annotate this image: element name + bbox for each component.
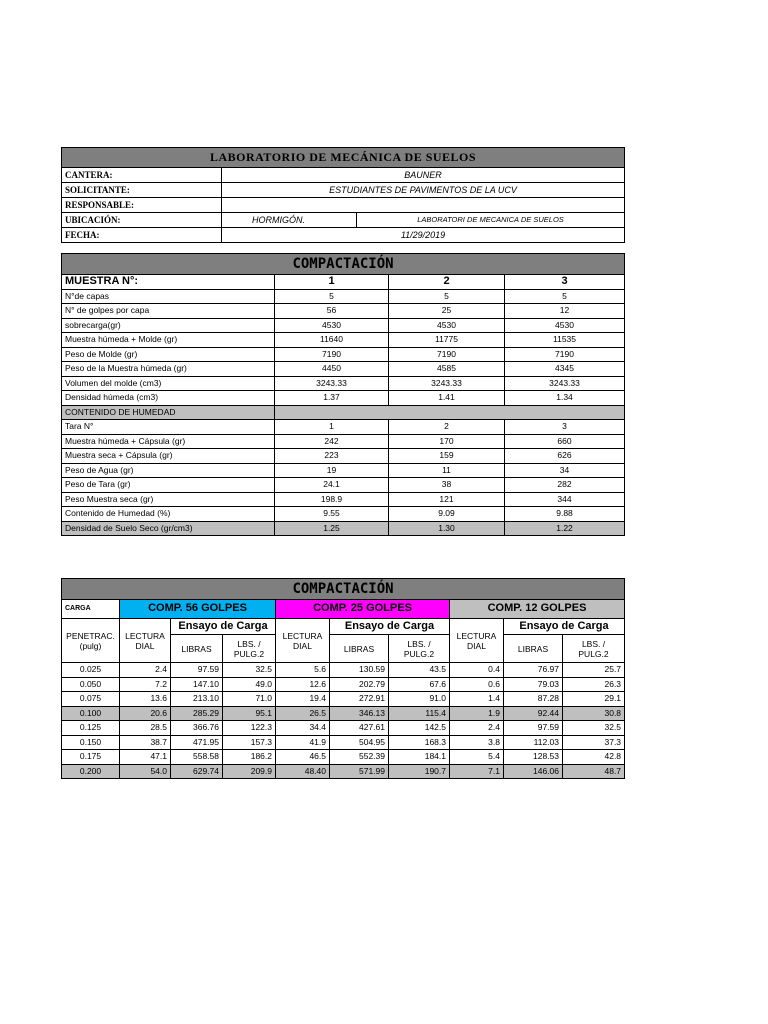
load-value-cell: 0.6 [450, 677, 504, 692]
sample-1: 1 [275, 275, 389, 290]
row-value: 11640 [275, 333, 389, 348]
row-label: Tara N° [62, 420, 275, 435]
load-value-cell: 427.61 [330, 721, 389, 736]
penetration-cell: 0.200 [62, 764, 120, 779]
row-value: 11535 [505, 333, 625, 348]
row-value: 1 [275, 420, 389, 435]
table-row [62, 449, 625, 464]
compaction-title: COMPACTACIÓN [62, 254, 625, 275]
table-row [62, 706, 625, 721]
table-row [62, 333, 625, 348]
load-value-cell: 130.59 [330, 663, 389, 678]
dry-density-2: 1.30 [389, 521, 505, 536]
load-value-cell: 79.03 [504, 677, 563, 692]
load-value-cell: 346.13 [330, 706, 389, 721]
lectura-header-2: LECTURA DIAL [276, 619, 330, 663]
load-value-cell: 168.3 [389, 735, 450, 750]
row-value: 4530 [389, 318, 505, 333]
load-value-cell: 285.29 [171, 706, 223, 721]
row-value: 2 [389, 420, 505, 435]
row-label: Muestra seca + Cápsula (gr) [62, 449, 275, 464]
row-value: 34 [505, 463, 625, 478]
table-row [62, 507, 625, 522]
load-value-cell: 48.7 [563, 764, 625, 779]
load-value-cell: 46.5 [276, 750, 330, 765]
load-value-cell: 7.1 [450, 764, 504, 779]
row-value: 25 [389, 304, 505, 319]
row-value: 12 [505, 304, 625, 319]
table-row [62, 362, 625, 377]
row-label: Peso de la Muestra húmeda (gr) [62, 362, 275, 377]
load-value-cell: 38.7 [120, 735, 171, 750]
table-row [62, 663, 625, 678]
fecha-label: FECHA: [62, 228, 222, 243]
table-row [62, 347, 625, 362]
load-value-cell: 92.44 [504, 706, 563, 721]
load-value-cell: 7.2 [120, 677, 171, 692]
group-25-header: COMP. 25 GOLPES [276, 600, 450, 619]
libras-header-3: LIBRAS [504, 635, 563, 663]
load-value-cell: 19.4 [276, 692, 330, 707]
row-value: 170 [389, 434, 505, 449]
load-value-cell: 49.0 [223, 677, 276, 692]
row-value: 282 [505, 478, 625, 493]
row-value: 4530 [275, 318, 389, 333]
dry-density-label: Densidad de Suelo Seco (gr/cm3) [62, 521, 275, 536]
load-value-cell: 30.8 [563, 706, 625, 721]
load-value-cell: 571.99 [330, 764, 389, 779]
load-value-cell: 5.6 [276, 663, 330, 678]
load-value-cell: 272.91 [330, 692, 389, 707]
table-row [62, 721, 625, 736]
row-value: 4585 [389, 362, 505, 377]
responsable-label: RESPONSABLE: [62, 198, 222, 213]
table-row [62, 463, 625, 478]
penetration-cell: 0.025 [62, 663, 120, 678]
load-value-cell: 128.53 [504, 750, 563, 765]
group-12-header: COMP. 12 GOLPES [450, 600, 625, 619]
table-row [62, 677, 625, 692]
row-label: Volumen del molde (cm3) [62, 376, 275, 391]
lectura-header-3: LECTURA DIAL [450, 619, 504, 663]
load-value-cell: 76.97 [504, 663, 563, 678]
ubicacion-label: UBICACIÓN: [62, 213, 222, 228]
load-value-cell: 3.8 [450, 735, 504, 750]
row-label: Peso Muestra seca (gr) [62, 492, 275, 507]
row-value: 5 [275, 289, 389, 304]
row-value: 7190 [389, 347, 505, 362]
load-value-cell: 5.4 [450, 750, 504, 765]
table-row [62, 478, 625, 493]
row-value: 7190 [505, 347, 625, 362]
cantera-label: CANTERA: [62, 168, 222, 183]
load-value-cell: 25.7 [563, 663, 625, 678]
solicitante-label: SOLICITANTE: [62, 183, 222, 198]
load-value-cell: 0.4 [450, 663, 504, 678]
load-value-cell: 29.1 [563, 692, 625, 707]
load-value-cell: 26.5 [276, 706, 330, 721]
load-value-cell: 67.6 [389, 677, 450, 692]
load-value-cell: 32.5 [223, 663, 276, 678]
load-value-cell: 552.39 [330, 750, 389, 765]
row-value: 159 [389, 449, 505, 464]
row-label: sobrecarga(gr) [62, 318, 275, 333]
penetration-cell: 0.125 [62, 721, 120, 736]
penetration-cell: 0.150 [62, 735, 120, 750]
table-row [62, 692, 625, 707]
sample-3: 3 [505, 275, 625, 290]
row-label: Contenido de Humedad (%) [62, 507, 275, 522]
libras-header-1: LIBRAS [171, 635, 223, 663]
row-value: 3243.33 [389, 376, 505, 391]
table-row [62, 420, 625, 435]
lbs-header-3: LBS. / PULG.2 [563, 635, 625, 663]
moisture-header-fill [275, 405, 625, 420]
lab-header-table [61, 147, 625, 243]
row-value: 660 [505, 434, 625, 449]
row-value: 121 [389, 492, 505, 507]
lbs-header-1: LBS. / PULG.2 [223, 635, 276, 663]
row-value: 4530 [505, 318, 625, 333]
load-value-cell: 95.1 [223, 706, 276, 721]
table-row [62, 391, 625, 406]
ubicacion-value-2: LABORATORI DE MECANICA DE SUELOS [357, 213, 625, 228]
group-56-header: COMP. 56 GOLPES [120, 600, 276, 619]
moisture-header: CONTENIDO DE HUMEDAD [62, 405, 275, 420]
responsable-value [222, 198, 625, 213]
load-value-cell: 157.3 [223, 735, 276, 750]
load-value-cell: 48.40 [276, 764, 330, 779]
load-value-cell: 122.3 [223, 721, 276, 736]
load-value-cell: 42.8 [563, 750, 625, 765]
load-value-cell: 47.1 [120, 750, 171, 765]
load-value-cell: 471.95 [171, 735, 223, 750]
load-value-cell: 26.3 [563, 677, 625, 692]
row-value: 9.88 [505, 507, 625, 522]
load-value-cell: 142.5 [389, 721, 450, 736]
row-value: 56 [275, 304, 389, 319]
row-value: 5 [505, 289, 625, 304]
load-value-cell: 2.4 [120, 663, 171, 678]
row-label: N°de capas [62, 289, 275, 304]
libras-header-2: LIBRAS [330, 635, 389, 663]
load-test-title: COMPACTACIÓN [62, 579, 625, 600]
load-value-cell: 28.5 [120, 721, 171, 736]
sample-label: MUESTRA N°: [62, 275, 275, 290]
row-value: 626 [505, 449, 625, 464]
row-value: 3 [505, 420, 625, 435]
cantera-value: BAUNER [222, 168, 625, 183]
load-value-cell: 2.4 [450, 721, 504, 736]
row-value: 5 [389, 289, 505, 304]
load-value-cell: 146.06 [504, 764, 563, 779]
load-value-cell: 1.4 [450, 692, 504, 707]
load-value-cell: 91.0 [389, 692, 450, 707]
load-value-cell: 54.0 [120, 764, 171, 779]
penetracion-header: PENETRAC. (pulg) [62, 619, 120, 663]
load-value-cell: 97.59 [171, 663, 223, 678]
load-value-cell: 558.58 [171, 750, 223, 765]
row-label: Muestra húmeda + Molde (gr) [62, 333, 275, 348]
row-value: 9.09 [389, 507, 505, 522]
row-value: 1.34 [505, 391, 625, 406]
load-value-cell: 629.74 [171, 764, 223, 779]
row-value: 4345 [505, 362, 625, 377]
row-label: Densidad húmeda (cm3) [62, 391, 275, 406]
load-value-cell: 87.28 [504, 692, 563, 707]
table-row [62, 304, 625, 319]
table-row [62, 376, 625, 391]
load-value-cell: 115.4 [389, 706, 450, 721]
load-value-cell: 186.2 [223, 750, 276, 765]
load-value-cell: 504.95 [330, 735, 389, 750]
table-row [62, 735, 625, 750]
penetration-cell: 0.075 [62, 692, 120, 707]
solicitante-value: ESTUDIANTES DE PAVIMENTOS DE LA UCV [222, 183, 625, 198]
row-value: 1.37 [275, 391, 389, 406]
dry-density-1: 1.25 [275, 521, 389, 536]
load-value-cell: 147.10 [171, 677, 223, 692]
lab-title: LABORATORIO DE MECÁNICA DE SUELOS [62, 148, 625, 168]
row-value: 9.55 [275, 507, 389, 522]
load-value-cell: 184.1 [389, 750, 450, 765]
load-value-cell: 112.03 [504, 735, 563, 750]
load-value-cell: 97.59 [504, 721, 563, 736]
compaction-table [61, 253, 625, 536]
table-row [62, 434, 625, 449]
penetration-cell: 0.050 [62, 677, 120, 692]
row-value: 1.41 [389, 391, 505, 406]
row-value: 19 [275, 463, 389, 478]
load-value-cell: 32.5 [563, 721, 625, 736]
row-value: 11 [389, 463, 505, 478]
load-value-cell: 13.6 [120, 692, 171, 707]
row-value: 11775 [389, 333, 505, 348]
load-value-cell: 43.5 [389, 663, 450, 678]
row-label: Peso de Agua (gr) [62, 463, 275, 478]
load-value-cell: 20.6 [120, 706, 171, 721]
row-value: 344 [505, 492, 625, 507]
load-value-cell: 366.76 [171, 721, 223, 736]
sample-2: 2 [389, 275, 505, 290]
load-value-cell: 71.0 [223, 692, 276, 707]
load-value-cell: 190.7 [389, 764, 450, 779]
load-value-cell: 209.9 [223, 764, 276, 779]
penetration-cell: 0.175 [62, 750, 120, 765]
ensayo-header-2: Ensayo de Carga [330, 619, 450, 635]
load-value-cell: 202.79 [330, 677, 389, 692]
dry-density-3: 1.22 [505, 521, 625, 536]
row-value: 38 [389, 478, 505, 493]
row-label: Peso de Tara (gr) [62, 478, 275, 493]
row-value: 3243.33 [505, 376, 625, 391]
fecha-value: 11/29/2019 [222, 228, 625, 243]
ensayo-header-3: Ensayo de Carga [504, 619, 625, 635]
table-row [62, 492, 625, 507]
lectura-header-1: LECTURA DIAL [120, 619, 171, 663]
table-row [62, 750, 625, 765]
lbs-header-2: LBS. / PULG.2 [389, 635, 450, 663]
table-row [62, 764, 625, 779]
row-value: 223 [275, 449, 389, 464]
penetration-cell: 0.100 [62, 706, 120, 721]
ensayo-header-1: Ensayo de Carga [171, 619, 276, 635]
row-value: 3243.33 [275, 376, 389, 391]
table-row [62, 289, 625, 304]
row-label: N° de golpes por capa [62, 304, 275, 319]
load-value-cell: 1.9 [450, 706, 504, 721]
ubicacion-value: HORMIGÓN. [222, 213, 357, 228]
table-row [62, 318, 625, 333]
load-value-cell: 37.3 [563, 735, 625, 750]
load-value-cell: 213.10 [171, 692, 223, 707]
row-value: 7190 [275, 347, 389, 362]
row-value: 24.1 [275, 478, 389, 493]
load-value-cell: 12.6 [276, 677, 330, 692]
load-value-cell: 34.4 [276, 721, 330, 736]
row-value: 4450 [275, 362, 389, 377]
row-value: 198.9 [275, 492, 389, 507]
load-value-cell: 41.9 [276, 735, 330, 750]
load-test-table [61, 578, 625, 779]
row-value: 242 [275, 434, 389, 449]
row-label: Muestra húmeda + Cápsula (gr) [62, 434, 275, 449]
carga-label: CARGA [62, 600, 120, 619]
row-label: Peso de Molde (gr) [62, 347, 275, 362]
